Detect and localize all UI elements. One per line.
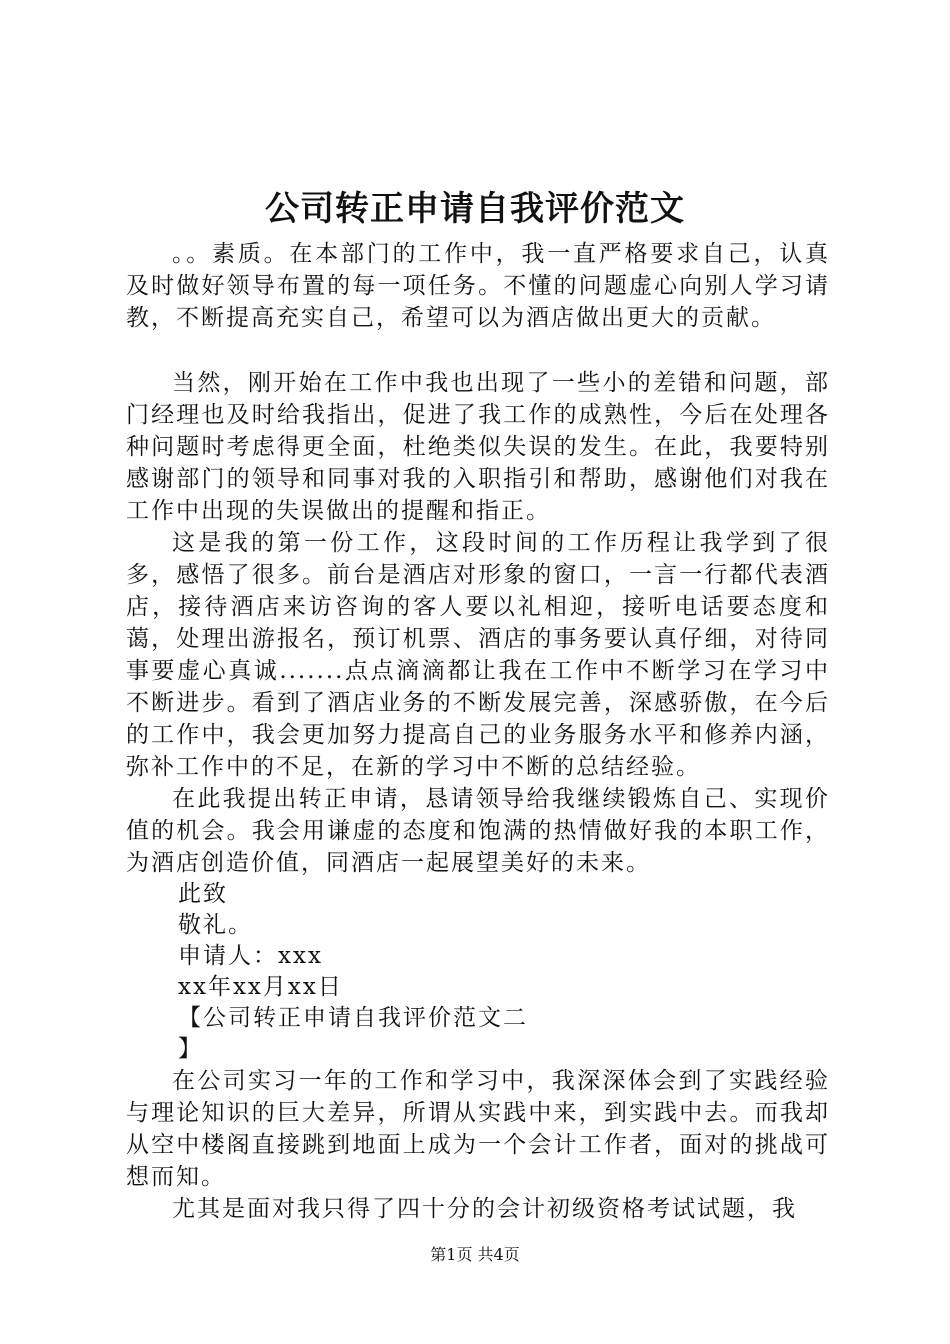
- applicant-line: 申请人：xxx: [178, 943, 323, 969]
- closing-regards: 敬礼。: [178, 912, 253, 938]
- paragraph: 在公司实习一年的工作和学习中，我深深体会到了实践经验与理论知识的巨大差异，所谓从实践中来，到实践中去。而我却从空中楼阁直接跳到地面上成为一个会计工作者，面对的挑战可想而知。: [126, 1068, 830, 1190]
- paragraph: 这是我的第一份工作，这段时间的工作历程让我学到了很多，感悟了很多。前台是酒店对形象的窗口，一言一行都代表酒店，接待酒店来访咨询的客人要以礼相迎，接听电话要态度和蔼，处理出游报名，预订机票、酒店的事务要认真仔细，对待同事要虚心真诚.......点点滴滴都让我在工作中不断学习在学习中不断进步。看到了酒店业务的不断发展完善，深感骄傲，在今后的工作中，我会更加努力提高自己的业务服务水平和修养内涵，弥补工作中的不足，在新的学习中不断的总结经验。: [126, 530, 830, 780]
- paragraph: 尤其是面对我只得了四十分的会计初级资格考试试题，我: [172, 1196, 797, 1222]
- paragraph: 当然，刚开始在工作中我也出现了一些小的差错和问题，部门经理也及时给我指出，促进了我工作的成熟性，今后在处理各种问题时考虑得更全面，杜绝类似失误的发生。在此，我要特别感谢部门的领导和同事对我的入职指引和帮助，感谢他们对我在工作中出现的失误做出的提醒和指正。: [126, 370, 830, 524]
- section-two-heading-close: 】: [178, 1036, 203, 1062]
- paragraph: 。。素质。在本部门的工作中，我一直严格要求自己，认真及时做好领导布置的每一项任务。不懂的问题虚心向别人学习请教，不断提高充实自己，希望可以为酒店做出更大的贡献。: [126, 241, 830, 331]
- document-body: [126, 238, 830, 1225]
- closing-salutation: 此致: [178, 881, 228, 907]
- page-footer: 第1页 共4页: [430, 1245, 520, 1264]
- section-two-heading: 【公司转正申请自我评价范文二: [178, 1005, 528, 1031]
- date-line: xx年xx月xx日: [178, 974, 343, 1000]
- paragraph: 在此我提出转正申请，恳请领导给我继续锻炼自己、实现价值的机会。我会用谦虚的态度和饱满的热情做好我的本职工作，为酒店创造价值，同酒店一起展望美好的未来。: [126, 786, 830, 876]
- document-title: 公司转正申请自我评价范文: [265, 189, 685, 229]
